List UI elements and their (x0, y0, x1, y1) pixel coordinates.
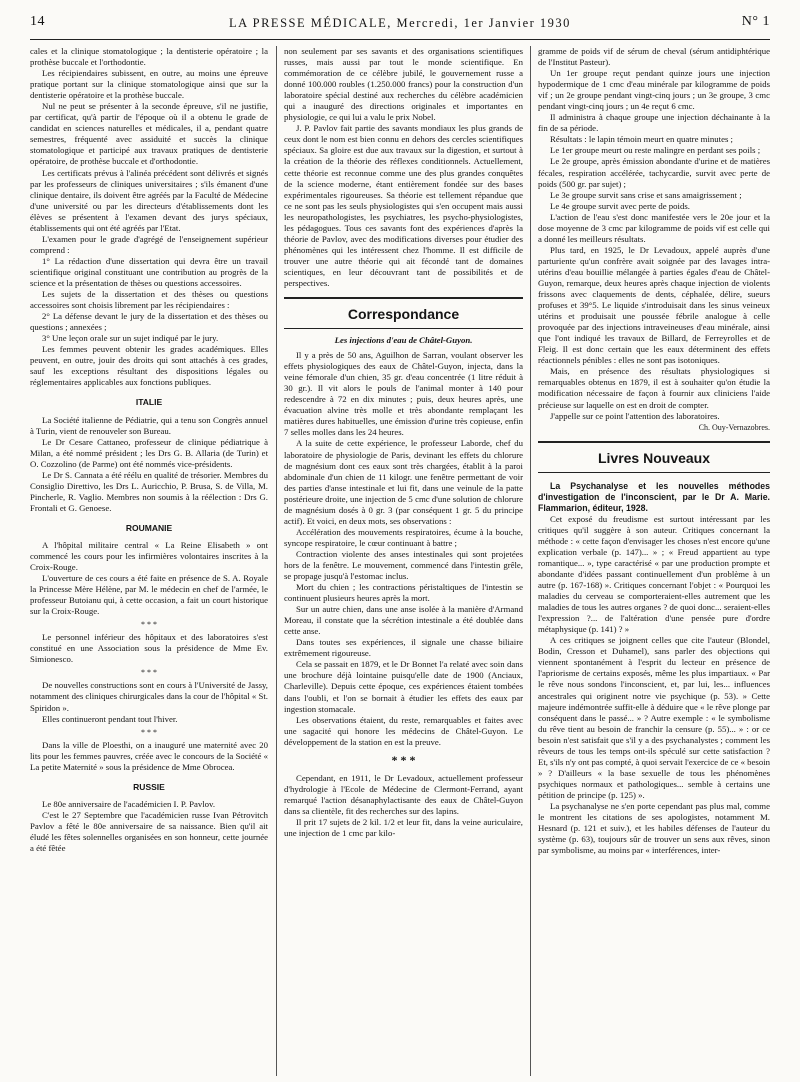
running-header (30, 14, 770, 36)
paragraph: A ces critiques se joignent celles que cite l'auteur (Blondel, Bodin, Cresson et Duhamel), sans parler des objections qui viennent spontanément à l'esprit du lecteur en présence de l'apriorisme de certains exposés, même les plus impartiaux. « Par le rêve nous sondons l'inconscient, et, par lui, les... influences ancestrales qui originent notre vie psychique (p. 53). » Cette majeure indémontrée suffit-elle à déduire que « le rêve plonge par conséquent dans le passé... » ? Autre exemple : « le symbolisme du rêve tient au besoin de franchir la censure (p. 55)... » : or ce besoin n'est satisfait que s'il y a des psychanalystes ; comment les rêveurs de tous les temps ont-ils spéculé sur cette satisfaction ? Et, s'ils n'y ont pas compté, à quoi servait l'exercice de ce « besoin » ? D'ailleurs « la base sexuelle de tous les phénomènes psychiques normaux et pathologiques... semble à certains une pétition de principe (p. 125) ». (538, 635, 770, 800)
signature: Ch. Ouy-Vernazobres. (698, 422, 770, 432)
column-1 (30, 46, 268, 1076)
paragraph: Dans la ville de Ploesthi, on a inauguré une maternité avec 20 lits pour les femmes pauvres, créée avec le concours de la Société « La petite Maternité » sous la présidence de Mme Obrocea. (30, 739, 268, 772)
paragraph: A l'hôpital militaire central « La Reine Elisabeth » ont commencé les cours pour les infirmières volontaires inscrites à la Croix-Rouge. (30, 539, 268, 573)
section-heading-russie: RUSSIE (133, 781, 165, 792)
paragraph: Le Dr Cesare Cattaneo, professeur de clinique pédiatrique à Milan, a été nommé président ; les Drs G. B. Allaria (de Turin) et O. Cozzolino (de Parme) ont été nommés vice-présidents. (30, 436, 268, 469)
paragraph: cales et la clinique stomatologique ; la dentisterie opératoire ; la prothèse buccale et l'orthodontie. (30, 46, 268, 68)
paragraph: Résultats : le lapin témoin meurt en quatre minutes ; (550, 134, 733, 145)
header-rule (30, 39, 770, 40)
paragraph: Il administra à chaque groupe une injection déchainante à la fin de sa période. (538, 112, 770, 134)
paragraph: La psychanalyse ne s'en porte cependant pas plus mal, comme le montrent les citations de ses apologistes, notamment M. Hesnard (p. 121 et suiv.), et les habiles défenses de l'auteur du système (p. 63), toujours sûr de trouver un sens aux rêves, sinon par symbolisme, au moins par « interférences, inter- (538, 801, 770, 856)
paragraph: L'action de l'eau s'est donc manifestée vers le 20e jour et la dose moyenne de 3 cmc par kilogramme de poids vif est celle qui a donné les meilleurs résultats. (538, 211, 770, 244)
paragraph: Cependant, en 1911, le Dr Levadoux, actuellement professeur d'hydrologie à l'Ecole de Médecine de Clermont-Ferrand, ayant remarqué l'action désanaphylactisante des eaux de Châtel-Guyon dans sa clientèle, fit des recherches sur des lapins. (284, 772, 523, 816)
article-subhead: Le 80e anniversaire de l'académicien I. P. Pavlov. (42, 798, 216, 809)
paragraph: Les femmes peuvent obtenir les grades académiques. Elles peuvent, en outre, jouir des droits qui sont attachés à ces grades, sauf les exceptions résultant des dispositions légales ou réglementaires applicables aux fonctions publiques. (30, 344, 268, 388)
paragraph: Nul ne peut se présenter à la seconde épreuve, s'il ne justifie, par certificat, qu'à partir de l'époque où il a obtenu le grade de candidat en sciences naturelles et médicales, il a, pendant quatre semestres, fréquenté avec assiduité et succès la clinique stomatologique et participé aux travaux pratiques de dentisterie opératoire, de prothèse buccale et d'orthodontie. (30, 101, 268, 167)
paragraph: Il y a près de 50 ans, Aguilhon de Sarran, voulant observer les effets physiologiques des eaux de Châtel-Guyon, injecta, dans la veine fémorale d'un chien, 35 gr. d'eau concentrée (1 litre réduit à 30 gr.). Il vit alors le pouls de l'animal monter à 140 pour redescendre à 72 en dix minutes ; puis, deux heures après, une évacuation alvine très molle et très abondante remplaçant les matières dures habituelles, une émission d'urine très copieuse, enfin 7 selles molles dans les 24 heures. (284, 350, 523, 438)
column-divider (276, 46, 277, 1076)
paragraph: J. P. Pavlov fait partie des savants mondiaux les plus grands de ceux dont le nom est bien connu en dehors des cercles scientifiques spéciaux. Sa gloire est due aux travaux sur la digestion, et surtout à la création de la théorie des réflexes conditionnels. Actuellement, cette théorie est reconnue comme une des plus grandes conquêtes de la science moderne, étant entièrement fondée sur des bases expérimentales rigoureuses. Sa théorie est tellement répandue que ce ne sont pas les seuls physiologistes qui s'en occupent mais aussi les neuropathologistes, les psychiatres, les psycho-physiologistes, les pédagogues. Tous ces savants font des expériences d'après la théorie de Pavlov, avec des modifications diverses pour étudier des phénomènes qui les intéressent chez l'homme. Il est difficile de trouver une autre théorie qui ait fécondé tant de domaines scientiques, en leur découvrant tant de possibilités et de perspectives. (284, 123, 523, 288)
paragraph: L'ouverture de ces cours a été faite en présence de S. A. Royale la Princesse Mère Hélène, par M. le médecin en chef de l'armée, le professeur Butoianu qui, à cette occasion, a fait un court historique sur la Croix-Rouge. (30, 573, 268, 617)
paragraph: 3° Une leçon orale sur un sujet indiqué par le jury. (42, 333, 219, 344)
paragraph: J'appelle sur ce point l'attention des laboratoires. (550, 410, 720, 421)
paragraph: Mais, en présence des résultats physiologiques si remarquables obtenus en 1879, il est à souhaiter qu'on étudie la modification nécessaire de façon à fournir aux cliniciens l'aide précieuse sur laquelle on est en droit de compter. (538, 366, 770, 410)
paragraph: Le 4e groupe survit avec perte de poids. (550, 200, 690, 211)
section-heading-correspondance: Correspondance (284, 297, 523, 329)
paragraph: Plus tard, en 1925, le Dr Levadoux, appelé auprès d'une parturiente qu'un confrère avait soignée par des lavages intra-utérins d'eau bouillie mélangée à parties égales d'eau de Châtel-Guyon, remarque, deux heures après chaque injection de violents frissons avec claquements de dents, céphalée, délire, sueurs profuses et 39°5. Le liquide s'introduisait dans les sinus veineux utérins et produisait une poussée fébrile analogue à celle provoquée par des injections intraveineuses d'eau minérale, ainsi que l'ont indiqué les travaux de Billard, de Ferreyrolles et de Fleig. Il est donc certain que les eaux déterminent des effets réactionnels pénibles : elles ne sont pas isotoniques. (538, 244, 770, 366)
column-3 (538, 46, 770, 1076)
paragraph: Cela se passait en 1879, et le Dr Bonnet l'a relaté avec soin dans une brochure déjà lointaine puisqu'elle date de 1900 (Anciaux, Charleville). Depuis cette époque, ces expériences étaient tombées dans l'oubli, et l'on se bornait à étudier les effets des eaux par ingestion stomacale. (284, 659, 523, 714)
paragraph: Les récipiendaires subissent, en outre, au moins une épreuve pratique portant sur la clinique stomatologique ainsi que sur la dentisterie opératoire et la prothèse buccale. (30, 68, 268, 101)
section-heading-roumanie: ROUMANIE (125, 522, 173, 533)
paragraph: Elles continueront pendant tout l'hiver. (42, 713, 178, 724)
paragraph: Le 1er groupe meurt ou reste malingre en perdant ses poils ; (550, 145, 761, 156)
column-2 (284, 46, 523, 1076)
column-divider (530, 46, 531, 1076)
paragraph: Les certificats prévus à l'alinéa précédent sont délivrés et signés par les professeurs de cliniques universitaires ; s'ils émanent d'une clinique dentaire, ils doivent être agréés par la Faculté de Médecine d'une université ou par les directeurs d'établissements dont les élèves se présentent à l'examen devant des jurys spéciaux, établissements qui ont été agréés par l'Etat. (30, 167, 268, 233)
section-heading-livres-nouveaux: Livres Nouveaux (538, 441, 770, 473)
paragraph: Un 1er groupe reçut pendant quinze jours une injection hypodermique de 1 cmc d'eau minérale par kilogramme de poids vif ; un 2e groupe pendant vingt-cinq jours ; un 3e groupe, 3 cmc pendant vingt-cinq jours ; un 4e reçut 6 cmc. (538, 68, 770, 112)
asterism: * * * (391, 752, 416, 767)
paragraph: Dans toutes ses expériences, il signale une chasse biliaire extrêmement rigoureuse. (284, 637, 523, 659)
paragraph: non seulement par ses savants et des organisations scientifiques russes, mais aussi par tout le monde scientifique. En commémoration de ce célèbre jubilé, le gouvernement russe a donné 100.000 roubles (1.250.000 francs) pour la construction d'un laboratoire spécial destiné aux recherches du célèbre académicien qui a inauguré des directions originales et importantes en physiologie, ce qui lui a valu le prix Nobel. (284, 46, 523, 123)
paragraph: Sur un autre chien, dans une anse isolée à la manière d'Armand Moreau, il constate que la sécrétion intestinale a été doublée dans cette anse. (284, 604, 523, 637)
asterism: * * * (141, 668, 157, 678)
paragraph: Mort du chien ; les contractions péristaltiques de l'intestin se continuent plusieurs heures après la mort. (284, 582, 523, 604)
paragraph: 1° La rédaction d'une dissertation qui devra être un travail scientifique original constituant une contribution au progrès de la science et la présentation de thèses ou questions accessoires. (30, 255, 268, 288)
paragraph: C'est le 27 Septembre que l'académicien russe Ivan Pétrovitch Pavlov a fêté le 80e anniversaire de sa naissance. Bien qu'il ait éludé les fêtes solennelles organisées en son honneur, cette journée a été fêtée (30, 809, 268, 853)
paragraph: gramme de poids vif de sérum de cheval (sérum antidiphtérique de l'Institut Pasteur). (538, 46, 770, 68)
paragraph: L'examen pour le grade d'agrégé de l'enseignement supérieur comprend : (30, 233, 268, 255)
paragraph: Les observations étaient, du reste, remarquables et faites avec une sagacité qui honore les médecins de Châtel-Guyon. Le développement de la station en est la preuve. (284, 714, 523, 747)
paragraph: Contraction violente des anses intestinales qui sont projetées hors de la fenêtre. Le mouvement, commencé dans l'intestin grêle, se propage jusqu'à l'estomac inclus. (284, 548, 523, 582)
paragraph: 2° La défense devant le jury de la dissertation et des thèses ou questions ; annexées ; (30, 311, 268, 333)
paragraph: Les sujets de la dissertation et des thèses ou questions accessoires sont choisis librement par les récipiendaires : (30, 289, 268, 311)
asterism: * * * (141, 620, 157, 630)
paragraph: Le Dr S. Cannata a été réélu en qualité de trésorier. Membres du Consiglio Direttivo, les Drs L. Auricchio, P. Brusa, S. de Villa, M. Pincherle, R. Vaglio. Membres non soumis à la réélection : Drs G. Frontali et G. Genoese. (30, 469, 268, 513)
paragraph: De nouvelles constructions sont en cours à l'Université de Jassy, notamment des cliniques chirurgicales dans la cour de l'hôpital « St. Spiridon ». (30, 680, 268, 713)
paragraph: Le 2e groupe, après émission abondante d'urine et de matières fécales, respiration accélérée, tachycardie, survit avec perte de poids (500 gr. par sujet) ; (538, 156, 770, 189)
paragraph: Cet exposé du freudisme est surtout intéressant par les critiques qu'il suggère à son auteur. Critiques concernant la méthode : « cette façon d'envisager les choses n'est encore qu'une explication verbale (p. 147)... » ; « Freud appartient au type romantique... », type caractérisé « par une production prompte et abondante d'idées passant continuellement d'un problème à un autre (p. 167-168) ». Critiques concernant l'objet : « Pourquoi les maladies du cerveau se comporteraient-elles autrement que les maladies de tous les autres organes ? de quoi donc... seraient-elles l'expression ?... de l'altération d'une pensée pure d'ordre métaphysique (p. 141) ? » (538, 513, 770, 635)
paragraph: Il prit 17 sujets de 2 kil. 1/2 et leur fit, dans la veine auriculaire, une injection de 1 cmc par kilo- (284, 816, 523, 838)
paragraph: Accélération des mouvements respiratoires, écume à la bouche, syncope respiratoire, le cœur continuant à battre ; (284, 526, 523, 548)
book-title: La Psychanalyse et les nouvelles méthodes d'investigation de l'inconscient, par le Dr A. Marie. Flammarion, éditeur, 1928. (538, 480, 770, 513)
page-number: 14 (30, 14, 45, 29)
paragraph: Le 3e groupe survit sans crise et sans amaigrissement ; (550, 189, 742, 200)
issue-number: N° 1 (741, 14, 770, 29)
paragraph: A la suite de cette expérience, le professeur Laborde, chef du laboratoire de physiologie de Paris, devinant les effets du chlorure de magnésium dont ces eaux sont très chargées, établit à la paroi abdominale d'un chien de 11 kilogr. une fenêtre permettant de voir des parties d'anse intestinale et lui fit, dans une veinule de la patte postérieure droite, une injection de 5 cmc d'une solution de chlorure de magnésium dosés à 0 gr. 3 (par conséquent 1 gr. 5 du principe actif). Et voici, en deux mots, ses observations : (284, 438, 523, 526)
paragraph: Le personnel inférieur des hôpitaux et des laboratoires s'est constitué en une Association sous la présidence de Mme Ev. Simionesco. (30, 632, 268, 665)
section-heading-italie: ITALIE (135, 397, 163, 408)
article-title: Les injections d'eau de Châtel-Guyon. (334, 335, 473, 346)
asterism: * * * (141, 727, 157, 737)
paragraph: La Société italienne de Pédiatrie, qui a tenu son Congrès annuel à Turin, vient de renouveler son Bureau. (30, 414, 268, 436)
journal-title: LA PRESSE MÉDICALE, Mercredi, 1er Janvier 1930 (229, 16, 571, 30)
